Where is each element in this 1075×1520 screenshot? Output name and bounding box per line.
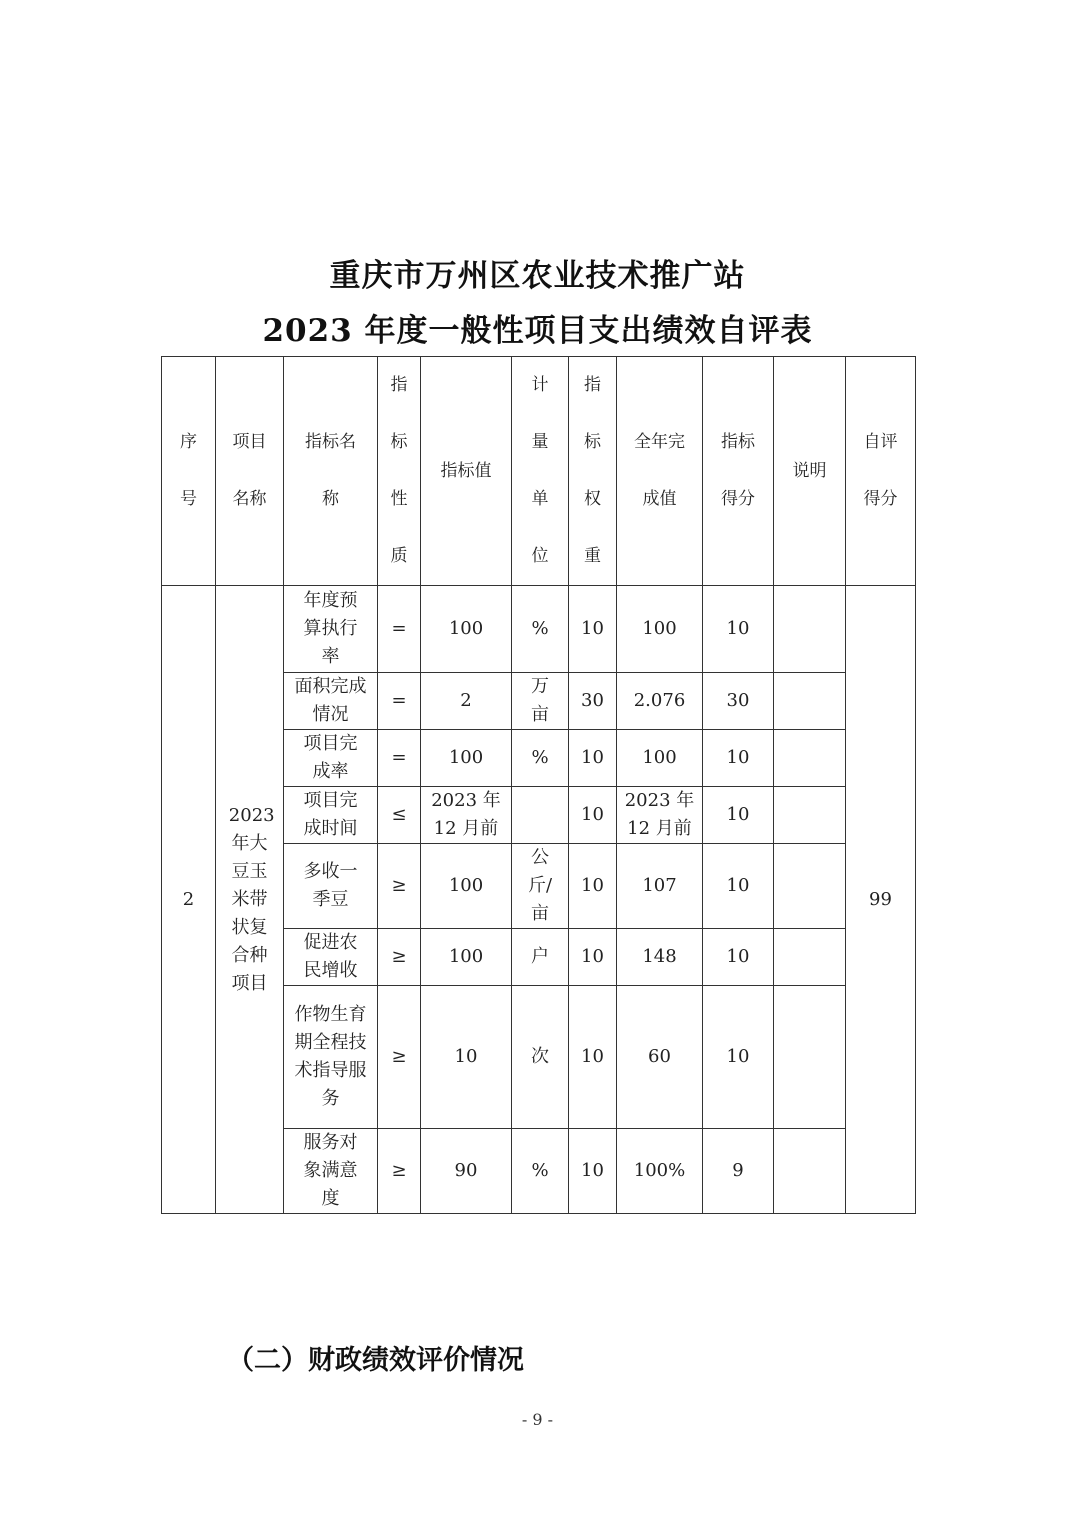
document-title-line1: 重庆市万州区农业技术推广站: [329, 258, 746, 294]
cell-actual: 100%: [617, 1129, 703, 1214]
cell-weight: 30: [569, 673, 617, 730]
cell-actual: 2.076: [617, 673, 703, 730]
cell-indicator: 面积完成情况: [284, 673, 378, 730]
cell-score: 9: [703, 1129, 774, 1214]
cell-target: 10: [421, 986, 512, 1129]
performance-table: [161, 356, 916, 1214]
cell-actual: 107: [617, 844, 703, 929]
cell-weight: 10: [569, 787, 617, 844]
cell-weight: 10: [569, 586, 617, 673]
header-indicator-value: 指标值: [421, 357, 512, 586]
cell-unit: 次: [512, 986, 569, 1129]
header-indicator-nature: 指标性质: [378, 357, 421, 586]
section-heading: （二）财政绩效评价情况: [227, 1345, 524, 1376]
cell-self-score: 99: [846, 586, 916, 1214]
cell-nature: =: [378, 730, 421, 787]
cell-note: [774, 730, 846, 787]
cell-indicator: 作物生育期全程技术指导服务: [284, 986, 378, 1129]
cell-score: 10: [703, 986, 774, 1129]
cell-nature: ≥: [378, 844, 421, 929]
cell-note: [774, 929, 846, 986]
header-weight: 指标权重: [569, 357, 617, 586]
document-title-line2: 2023 年度一般性项目支出绩效自评表: [262, 313, 813, 349]
header-note: 说明: [774, 357, 846, 586]
cell-nature: ≥: [378, 929, 421, 986]
header-project-name: 项目名称: [216, 357, 284, 586]
cell-weight: 10: [569, 844, 617, 929]
cell-indicator: 项目完成率: [284, 730, 378, 787]
cell-score: 10: [703, 929, 774, 986]
cell-unit: 公斤/亩: [512, 844, 569, 929]
cell-project-name: 2023年大豆玉米带状复合种项目: [216, 586, 284, 1214]
header-self-score: 自评得分: [846, 357, 916, 586]
cell-weight: 10: [569, 986, 617, 1129]
cell-indicator: 年度预算执行率: [284, 586, 378, 673]
cell-note: [774, 844, 846, 929]
header-unit: 计量单位: [512, 357, 569, 586]
cell-note: [774, 673, 846, 730]
cell-target: 100: [421, 844, 512, 929]
cell-note: [774, 586, 846, 673]
cell-target: 90: [421, 1129, 512, 1214]
cell-weight: 10: [569, 730, 617, 787]
cell-nature: ≤: [378, 787, 421, 844]
cell-nature: ≥: [378, 986, 421, 1129]
header-seq: 序号: [162, 357, 216, 586]
cell-note: [774, 986, 846, 1129]
cell-score: 10: [703, 586, 774, 673]
cell-target: 100: [421, 929, 512, 986]
cell-unit: %: [512, 586, 569, 673]
cell-actual: 100: [617, 586, 703, 673]
cell-unit: %: [512, 730, 569, 787]
cell-note: [774, 1129, 846, 1214]
cell-score: 10: [703, 844, 774, 929]
cell-unit: [512, 787, 569, 844]
cell-unit: 户: [512, 929, 569, 986]
cell-target: 2023 年 12 月前: [421, 787, 512, 844]
cell-score: 10: [703, 730, 774, 787]
cell-indicator: 服务对象满意度: [284, 1129, 378, 1214]
cell-seq: 2: [162, 586, 216, 1214]
cell-note: [774, 787, 846, 844]
cell-nature: =: [378, 673, 421, 730]
cell-target: 100: [421, 730, 512, 787]
cell-indicator: 多收一季豆: [284, 844, 378, 929]
header-score: 指标得分: [703, 357, 774, 586]
cell-nature: =: [378, 586, 421, 673]
cell-indicator: 促进农民增收: [284, 929, 378, 986]
header-indicator-name: 指标名称: [284, 357, 378, 586]
cell-target: 2: [421, 673, 512, 730]
cell-nature: ≥: [378, 1129, 421, 1214]
cell-target: 100: [421, 586, 512, 673]
cell-score: 10: [703, 787, 774, 844]
cell-unit: 万亩: [512, 673, 569, 730]
cell-score: 30: [703, 673, 774, 730]
header-actual-value: 全年完成值: [617, 357, 703, 586]
cell-indicator: 项目完成时间: [284, 787, 378, 844]
cell-weight: 10: [569, 929, 617, 986]
cell-actual: 100: [617, 730, 703, 787]
cell-unit: %: [512, 1129, 569, 1214]
cell-actual: 60: [617, 986, 703, 1129]
page-number: - 9 -: [521, 1410, 554, 1429]
cell-weight: 10: [569, 1129, 617, 1214]
cell-actual: 2023 年 12 月前: [617, 787, 703, 844]
cell-actual: 148: [617, 929, 703, 986]
